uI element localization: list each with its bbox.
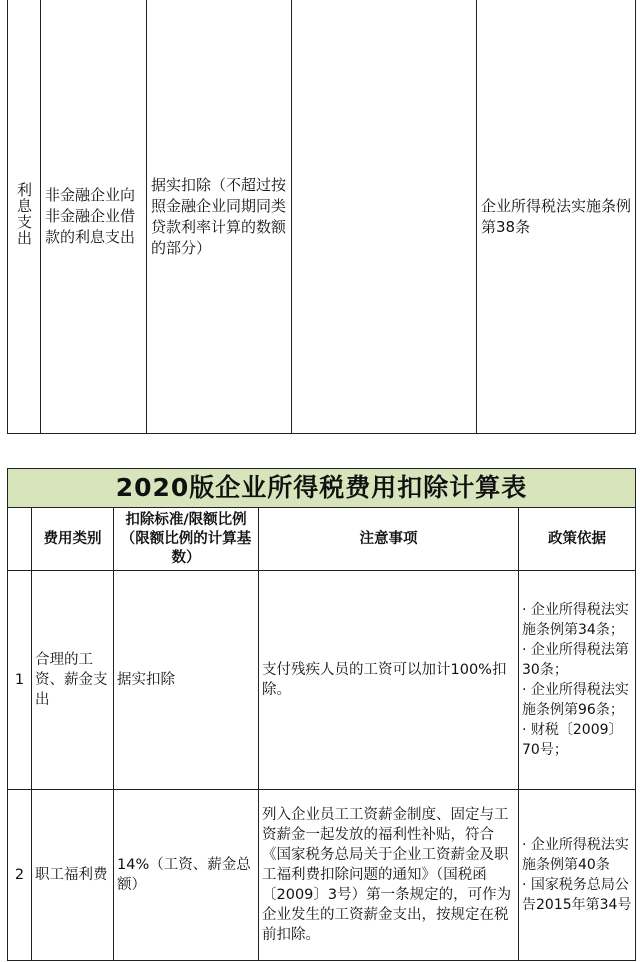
notes-cell	[292, 0, 477, 434]
row-index: 2	[8, 790, 32, 961]
basis-item: · 国家税务总局公告2015年第34号	[522, 877, 632, 913]
item-label: 非金融企业向非金融企业借款的利息支出	[45, 186, 136, 246]
header-category: 费用类别	[32, 508, 114, 571]
category-label: 利息支出	[15, 181, 33, 246]
category-cell	[8, 0, 41, 434]
item-cell	[41, 0, 147, 434]
basis-item: · 财税〔2009〕70号；	[522, 722, 623, 758]
row-index: 1	[8, 571, 32, 790]
basis-cell	[477, 0, 636, 434]
standard-cell	[147, 0, 292, 434]
header-notes: 注意事项	[259, 508, 519, 571]
table-row	[8, 790, 636, 961]
basis-item: · 企业所得税法实施条例第40条	[522, 837, 629, 873]
basis-item: · 企业所得税法实施条例第34条；	[522, 602, 629, 638]
row-basis	[519, 571, 636, 790]
interest-expense-table	[7, 0, 636, 434]
row-standard: 据实扣除	[114, 571, 259, 790]
row-standard: 14%（工资、薪金总额）	[114, 790, 259, 961]
row-basis	[519, 790, 636, 961]
table-title: 2020版企业所得税费用扣除计算表	[8, 469, 636, 508]
table-row	[8, 0, 636, 434]
row-notes: 列入企业员工工资薪金制度、固定与工资薪金一起发放的福利性补贴，符合《国家税务总局关于企业工资薪金及职工福利费扣除问题的通知》（国税函〔2009〕3号）第一条规定的，可作为企业发生的工资薪金支出，按规定在税前扣除。	[259, 790, 519, 961]
title-row	[8, 469, 636, 508]
header-basis: 政策依据	[519, 508, 636, 571]
basis-item: · 企业所得税法实施条例第96条；	[522, 682, 629, 718]
basis-item: · 企业所得税法第30条；	[522, 642, 629, 678]
table-row	[8, 571, 636, 790]
deduction-calculation-table	[7, 468, 636, 961]
header-index	[8, 508, 32, 571]
row-notes: 支付残疾人员的工资可以加计100%扣除。	[259, 571, 519, 790]
basis-text: 企业所得税法实施条例第38条	[481, 196, 632, 236]
header-standard: 扣除标准/限额比例（限额比例的计算基数）	[114, 508, 259, 571]
row-category: 合理的工资、薪金支出	[32, 571, 114, 790]
row-category: 职工福利费	[32, 790, 114, 961]
header-row	[8, 508, 636, 571]
standard-text: 据实扣除（不超过按照金融企业同期同类贷款利率计算的数额的部分）	[151, 175, 287, 257]
